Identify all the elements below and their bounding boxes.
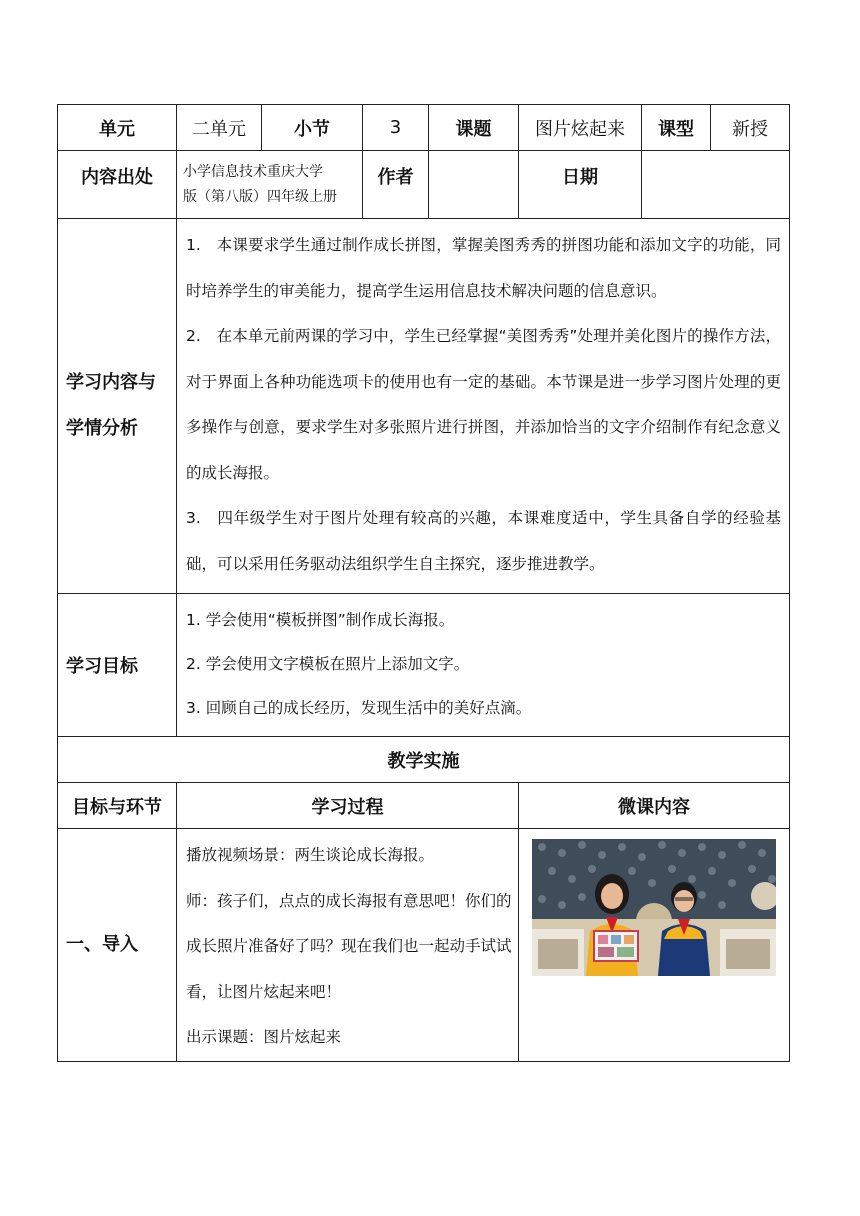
col-header-stage: 目标与环节 [58, 783, 177, 829]
analysis-label-line1: 学习内容与 [66, 372, 156, 393]
intro-line: 出示课题：图片炫起来 [186, 1028, 342, 1046]
stage-intro: 一、导入 [58, 829, 177, 1062]
type-value: 新授 [711, 105, 790, 151]
unit-value: 二单元 [177, 105, 262, 151]
analysis-label [58, 219, 177, 594]
objective-item: 2. 学会使用文字模板在照片上添加文字。 [186, 655, 470, 673]
analysis-label-line2: 学情分析 [66, 418, 138, 439]
source-value-line1: 小学信息技术重庆大学 [183, 163, 323, 180]
intro-process [177, 829, 519, 1062]
intro-line: 师：孩子们，点点的成长海报有意思吧！你们的成长照片准备好了吗？现在我们也一起动手试试看，让图片炫起来吧！ [186, 891, 512, 1001]
topic-value: 图片炫起来 [519, 105, 642, 151]
lesson-plan-table [57, 104, 790, 1062]
author-value [429, 151, 519, 219]
analysis-paragraph: 2. 在本单元前两课的学习中，学生已经掌握“美图秀秀”处理并美化图片的操作方法，对于界面上各种功能选项卡的使用也有一定的基础。本节课是进一步学习图片处理的更多操作与创意，要求学生对多张照片进行拼图，并添加恰当的文字介绍制作有纪念意义的成长海报。 [186, 327, 781, 482]
objectives-content [177, 594, 790, 737]
analysis-content [177, 219, 790, 594]
source-value [177, 151, 363, 219]
implementation-title: 教学实施 [58, 737, 790, 783]
type-label: 课型 [642, 105, 711, 151]
unit-label: 单元 [58, 105, 177, 151]
analysis-paragraph: 1. 本课要求学生通过制作成长拼图，掌握美图秀秀的拼图功能和添加文字的功能，同时培养学生的审美能力，提高学生运用信息技术解决问题的信息意识。 [186, 236, 781, 300]
intro-line: 播放视频场景：两生谈论成长海报。 [186, 846, 435, 864]
source-value-line2: 版（第八版）四年级上册 [183, 188, 337, 205]
video-still-image [532, 839, 776, 976]
objective-item: 3. 回顾自己的成长经历，发现生活中的美好点滴。 [186, 699, 532, 717]
date-value [642, 151, 790, 219]
section-label: 小节 [262, 105, 363, 151]
microlesson-cell [519, 829, 790, 1062]
col-header-process: 学习过程 [177, 783, 519, 829]
date-label: 日期 [519, 151, 642, 219]
author-label: 作者 [363, 151, 429, 219]
topic-label: 课题 [429, 105, 519, 151]
col-header-microlesson: 微课内容 [519, 783, 790, 829]
objective-item: 1. 学会使用“模板拼图”制作成长海报。 [186, 611, 455, 629]
analysis-paragraph: 3. 四年级学生对于图片处理有较高的兴趣，本课难度适中，学生具备自学的经验基础，可以采用任务驱动法组织学生自主探究，逐步推进教学。 [186, 509, 781, 573]
objectives-label: 学习目标 [58, 594, 177, 737]
source-label: 内容出处 [58, 151, 177, 219]
section-value: 3 [363, 105, 429, 151]
